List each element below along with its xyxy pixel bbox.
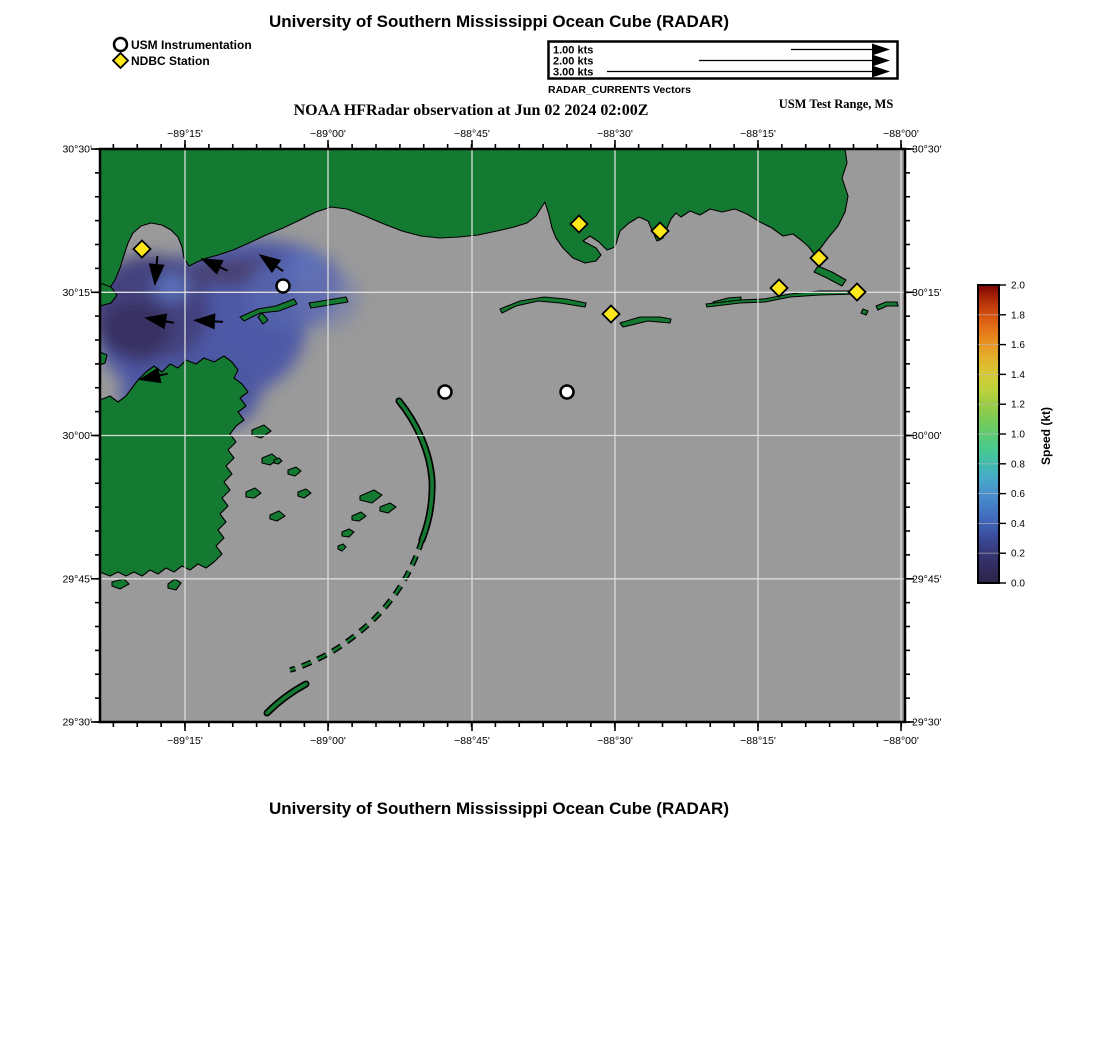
colorbar-tick-label: 0.2: [1011, 548, 1025, 560]
footer-title: University of Southern Mississippi Ocean Cube (RADAR): [268, 799, 730, 818]
lat-label-right: 30°30': [912, 143, 942, 156]
usm-instrumentation-icon: [114, 38, 127, 51]
legend-label-ndbc: NDBC Station: [131, 54, 210, 68]
scale-label-2kt: 2.00 kts: [553, 55, 594, 68]
observation-subtitle: NOAA HFRadar observation at Jun 02 2024 02:00Z: [293, 102, 649, 119]
lat-label-left: 30°00': [62, 430, 92, 442]
colorbar-tick-label: 1.8: [1011, 310, 1025, 322]
map-legend: [113, 38, 252, 68]
colorbar-tick-label: 0.0: [1011, 578, 1025, 590]
colorbar-tick-label: 0.4: [1011, 518, 1025, 530]
lon-label-top: −88°30': [597, 128, 633, 140]
colorbar-tick-label: 1.6: [1011, 340, 1025, 352]
colorbar-tick-label: 0.8: [1011, 459, 1025, 471]
lat-label-right: 30°00': [912, 430, 942, 442]
colorbar: [978, 281, 1053, 590]
lat-label-right: 29°30': [912, 716, 942, 729]
usm-instrument-marker: [439, 386, 452, 399]
page-title: University of Southern Mississippi Ocean Cube (RADAR): [268, 12, 730, 31]
lon-label-top: −88°45': [454, 128, 490, 140]
lon-label-bottom: −88°30': [597, 735, 633, 747]
colorbar-tick-label: 1.4: [1011, 369, 1025, 381]
test-range-label: USM Test Range, MS: [778, 97, 894, 111]
lon-label-top: −88°00': [883, 128, 919, 140]
scale-box-caption: RADAR_CURRENTS Vectors: [548, 84, 691, 96]
lat-label-left: 29°45': [62, 573, 92, 586]
lon-label-bottom: −89°00': [310, 735, 346, 747]
lon-label-bottom: −88°00': [883, 735, 919, 747]
lon-label-bottom: −88°45': [454, 735, 490, 747]
colorbar-tick-label: 2.0: [1011, 280, 1025, 292]
legend-label-usm: USM Instrumentation: [131, 38, 252, 52]
lon-label-bottom: −88°15': [740, 735, 776, 747]
scale-label-3kt: 3.00 kts: [553, 66, 594, 79]
usm-instrument-marker: [277, 280, 290, 293]
colorbar-tick-label: 1.0: [1011, 429, 1025, 441]
colorbar-tick-label: 1.2: [1011, 399, 1025, 411]
ndbc-station-icon: [113, 53, 128, 68]
colorbar-tick-label: 0.6: [1011, 489, 1025, 501]
lon-label-top: −89°15': [167, 128, 203, 140]
colorbar-title: Speed (kt): [1039, 406, 1053, 466]
lat-label-left: 30°15': [62, 286, 92, 299]
vector-scale-box: [549, 42, 898, 79]
lon-label-bottom: −89°15': [167, 735, 203, 747]
lat-label-right: 30°15': [912, 286, 942, 299]
lon-label-top: −89°00': [310, 128, 346, 140]
lat-label-left: 30°30': [62, 143, 92, 156]
lat-label-right: 29°45': [912, 573, 942, 586]
usm-instrument-marker: [561, 386, 574, 399]
scale-label-1kt: 1.00 kts: [553, 44, 594, 57]
lat-label-left: 29°30': [62, 716, 92, 729]
lon-label-top: −88°15': [740, 128, 776, 140]
